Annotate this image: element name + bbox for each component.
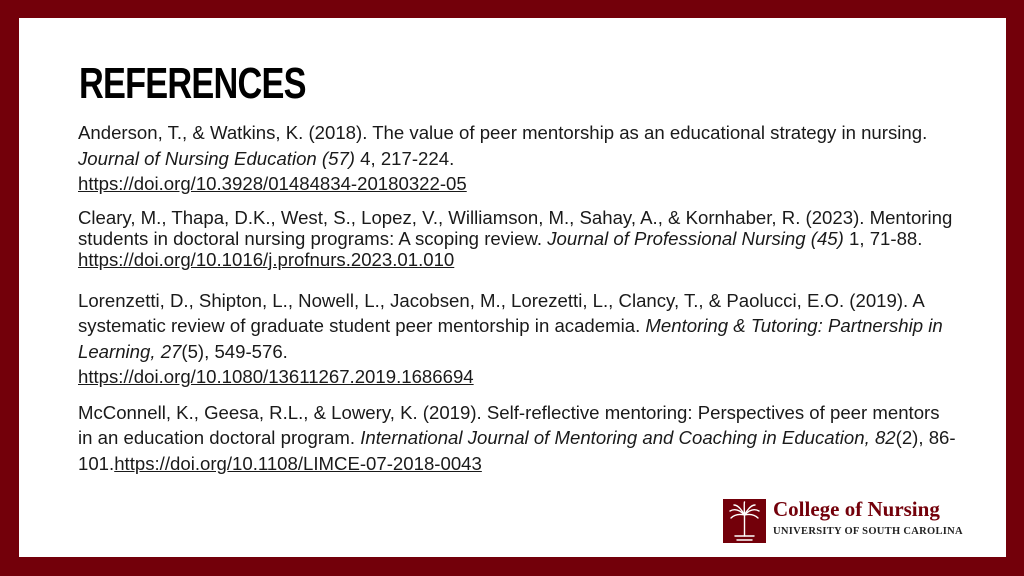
page-title: REFERENCES: [79, 59, 306, 108]
reference-doi-link[interactable]: https://doi.org/10.1080/13611267.2019.1686694: [78, 366, 474, 387]
reference-journal: International Journal of Mentoring and Coaching in Education, 82: [360, 427, 896, 448]
reference-item: [78, 207, 958, 270]
palmetto-tree-icon: [723, 499, 766, 543]
reference-doi-link[interactable]: https://doi.org/10.3928/01484834-20180322-05: [78, 173, 467, 194]
references-list: [78, 120, 958, 476]
reference-text: 4, 217-224.: [355, 147, 455, 169]
reference-text: Cleary, M., Thapa, D.K., West, S., Lopez, V., Williamson, M., Sahay, A., & Kornhaber, R. (2023). Mentoring students in doctoral nursing programs: A scoping review.: [78, 206, 953, 249]
reference-journal: Journal of Nursing Education (57): [78, 147, 355, 169]
reference-text: McConnell, K., Geesa, R.L., & Lowery, K. (2019). Self-reflective mentoring: Perspectives of peer mentors in an education doctoral program.: [78, 401, 940, 448]
slide: [19, 18, 1006, 557]
reference-text: (5), 549-576.: [181, 340, 288, 362]
reference-doi-link[interactable]: https://doi.org/10.1108/LIMCE-07-2018-0043: [114, 452, 482, 474]
reference-text: (2), 86-101.: [78, 427, 956, 474]
reference-text: Lorenzetti, D., Shipton, L., Nowell, L., Jacobsen, M., Lorezetti, L., Clancy, T., & Paolucci, E.O. (2019). A systematic review of graduate student peer mentorship in academia.: [78, 289, 924, 336]
college-logo: [723, 499, 983, 543]
reference-text: 1, 71-88.: [843, 227, 923, 249]
reference-item: [78, 120, 958, 197]
reference-text: Anderson, T., & Watkins, K. (2018). The value of peer mentorship as an educational strategy in nursing.: [78, 122, 928, 143]
reference-doi-link[interactable]: https://doi.org/10.1016/j.profnurs.2023.01.010: [78, 248, 455, 270]
logo-college-name: College of Nursing: [773, 497, 940, 521]
reference-item: [78, 288, 958, 390]
reference-item: [78, 400, 958, 477]
reference-journal: Mentoring & Tutoring: Partnership in Learning, 27: [78, 315, 943, 362]
logo-university-name: UNIVERSITY OF SOUTH CAROLINA: [773, 526, 963, 537]
reference-journal: Journal of Professional Nursing (45): [547, 227, 844, 249]
